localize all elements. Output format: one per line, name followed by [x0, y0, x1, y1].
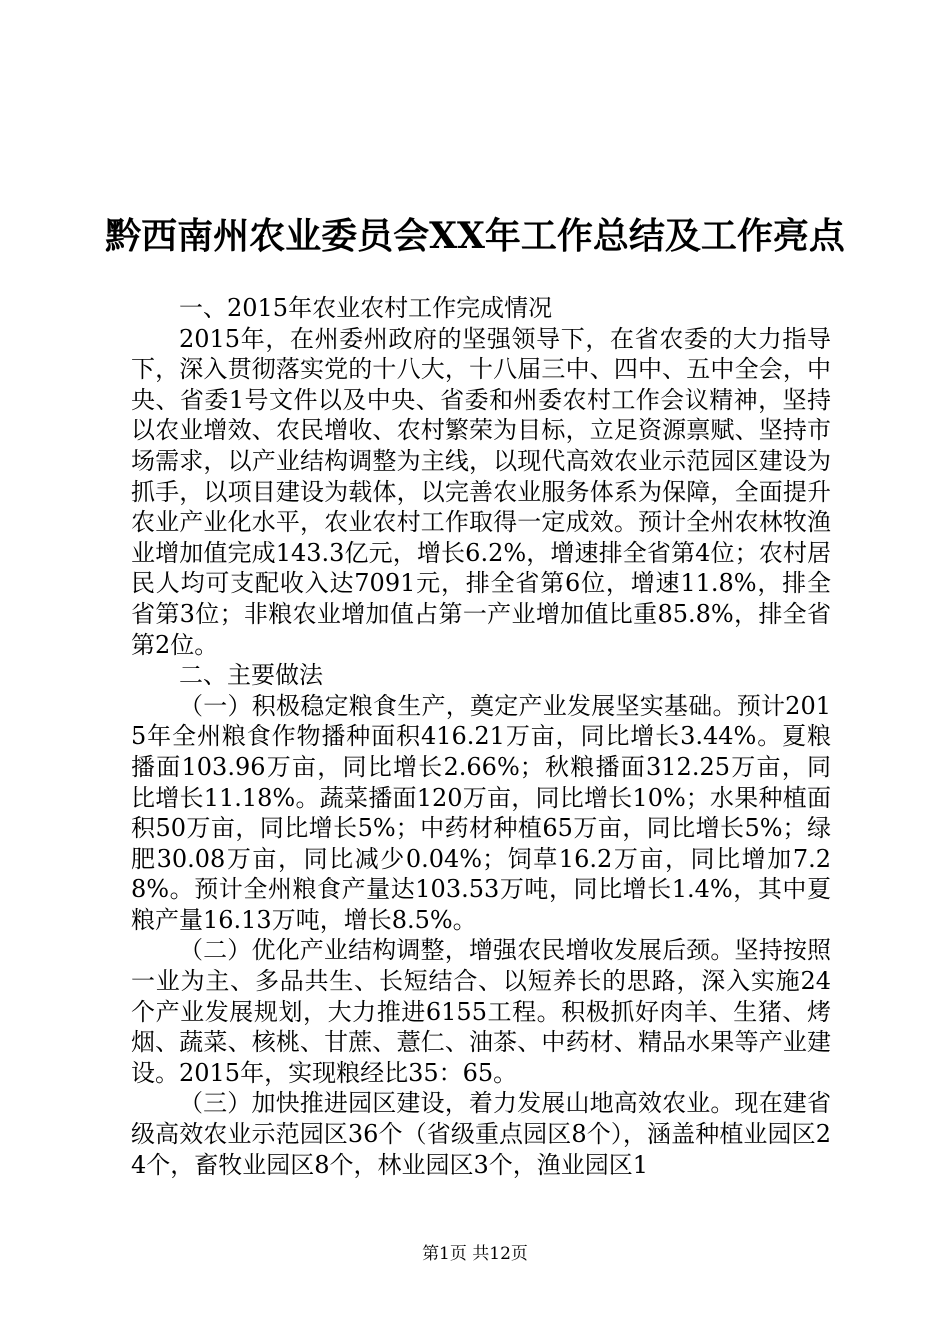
section-heading-1: 一、2015年农业农村工作完成情况 — [179, 294, 553, 322]
page-number-footer: 第1页 共12页 — [422, 1244, 528, 1264]
document-body — [131, 293, 831, 1180]
paragraph-grain-production: （一）积极稳定粮食生产，奠定产业发展坚实基础。预计2015年全州粮食作物播种面积416.21万亩，同比增长3.44%。夏粮播面103.96万亩，同比增长2.66%；秋粮播面312.25万亩，同比增长11.18%。蔬菜播面120万亩，同比增长10%；水果种植面积50万亩，同比增长5%；中药材种植65万亩，同比增长5%；绿肥30.08万亩，同比减少0.04%；饲草16.2万亩，同比增加7.28%。预计全州粮食产量达103.53万吨，同比增长1.4%，其中夏粮产量16.13万吨，增长8.5%。 — [131, 691, 831, 934]
paragraph-park-construction: （三）加快推进园区建设，着力发展山地高效农业。现在建省级高效农业示范园区36个（省级重点园区8个），涵盖种植业园区24个，畜牧业园区8个，林业园区3个，渔业园区1 — [131, 1089, 831, 1179]
paragraph-summary: 2015年，在州委州政府的坚强领导下，在省农委的大力指导下，深入贯彻落实党的十八大，十八届三中、四中、五中全会，中央、省委1号文件以及中央、省委和州委农村工作会议精神，坚持以农业增效、农民增收、农村繁荣为目标，立足资源禀赋、坚持市场需求，以产业结构调整为主线，以现代高效农业示范园区建设为抓手，以项目建设为载体，以完善农业服务体系为保障，全面提升农业产业化水平，农业农村工作取得一定成效。预计全州农林牧渔业增加值完成143.3亿元，增长6.2%，增速排全省第4位；农村居民人均可支配收入达7091元，排全省第6位，增速11.8%，排全省第3位；非粮农业增加值占第一产业增加值比重85.8%，排全省第2位。 — [131, 324, 831, 659]
paragraph-industry-structure: （二）优化产业结构调整，增强农民增收发展后颈。坚持按照一业为主、多品共生、长短结合、以短养长的思路，深入实施24个产业发展规划，大力推进6155工程。积极抓好肉羊、生猪、烤烟、蔬菜、核桃、甘蔗、薏仁、油茶、中药材、精品水果等产业建设。2015年，实现粮经比35：65。 — [131, 936, 831, 1087]
section-heading-2: 二、主要做法 — [179, 661, 323, 690]
document-title: 黔西南州农业委员会XX年工作总结及工作亮点 — [105, 215, 845, 258]
